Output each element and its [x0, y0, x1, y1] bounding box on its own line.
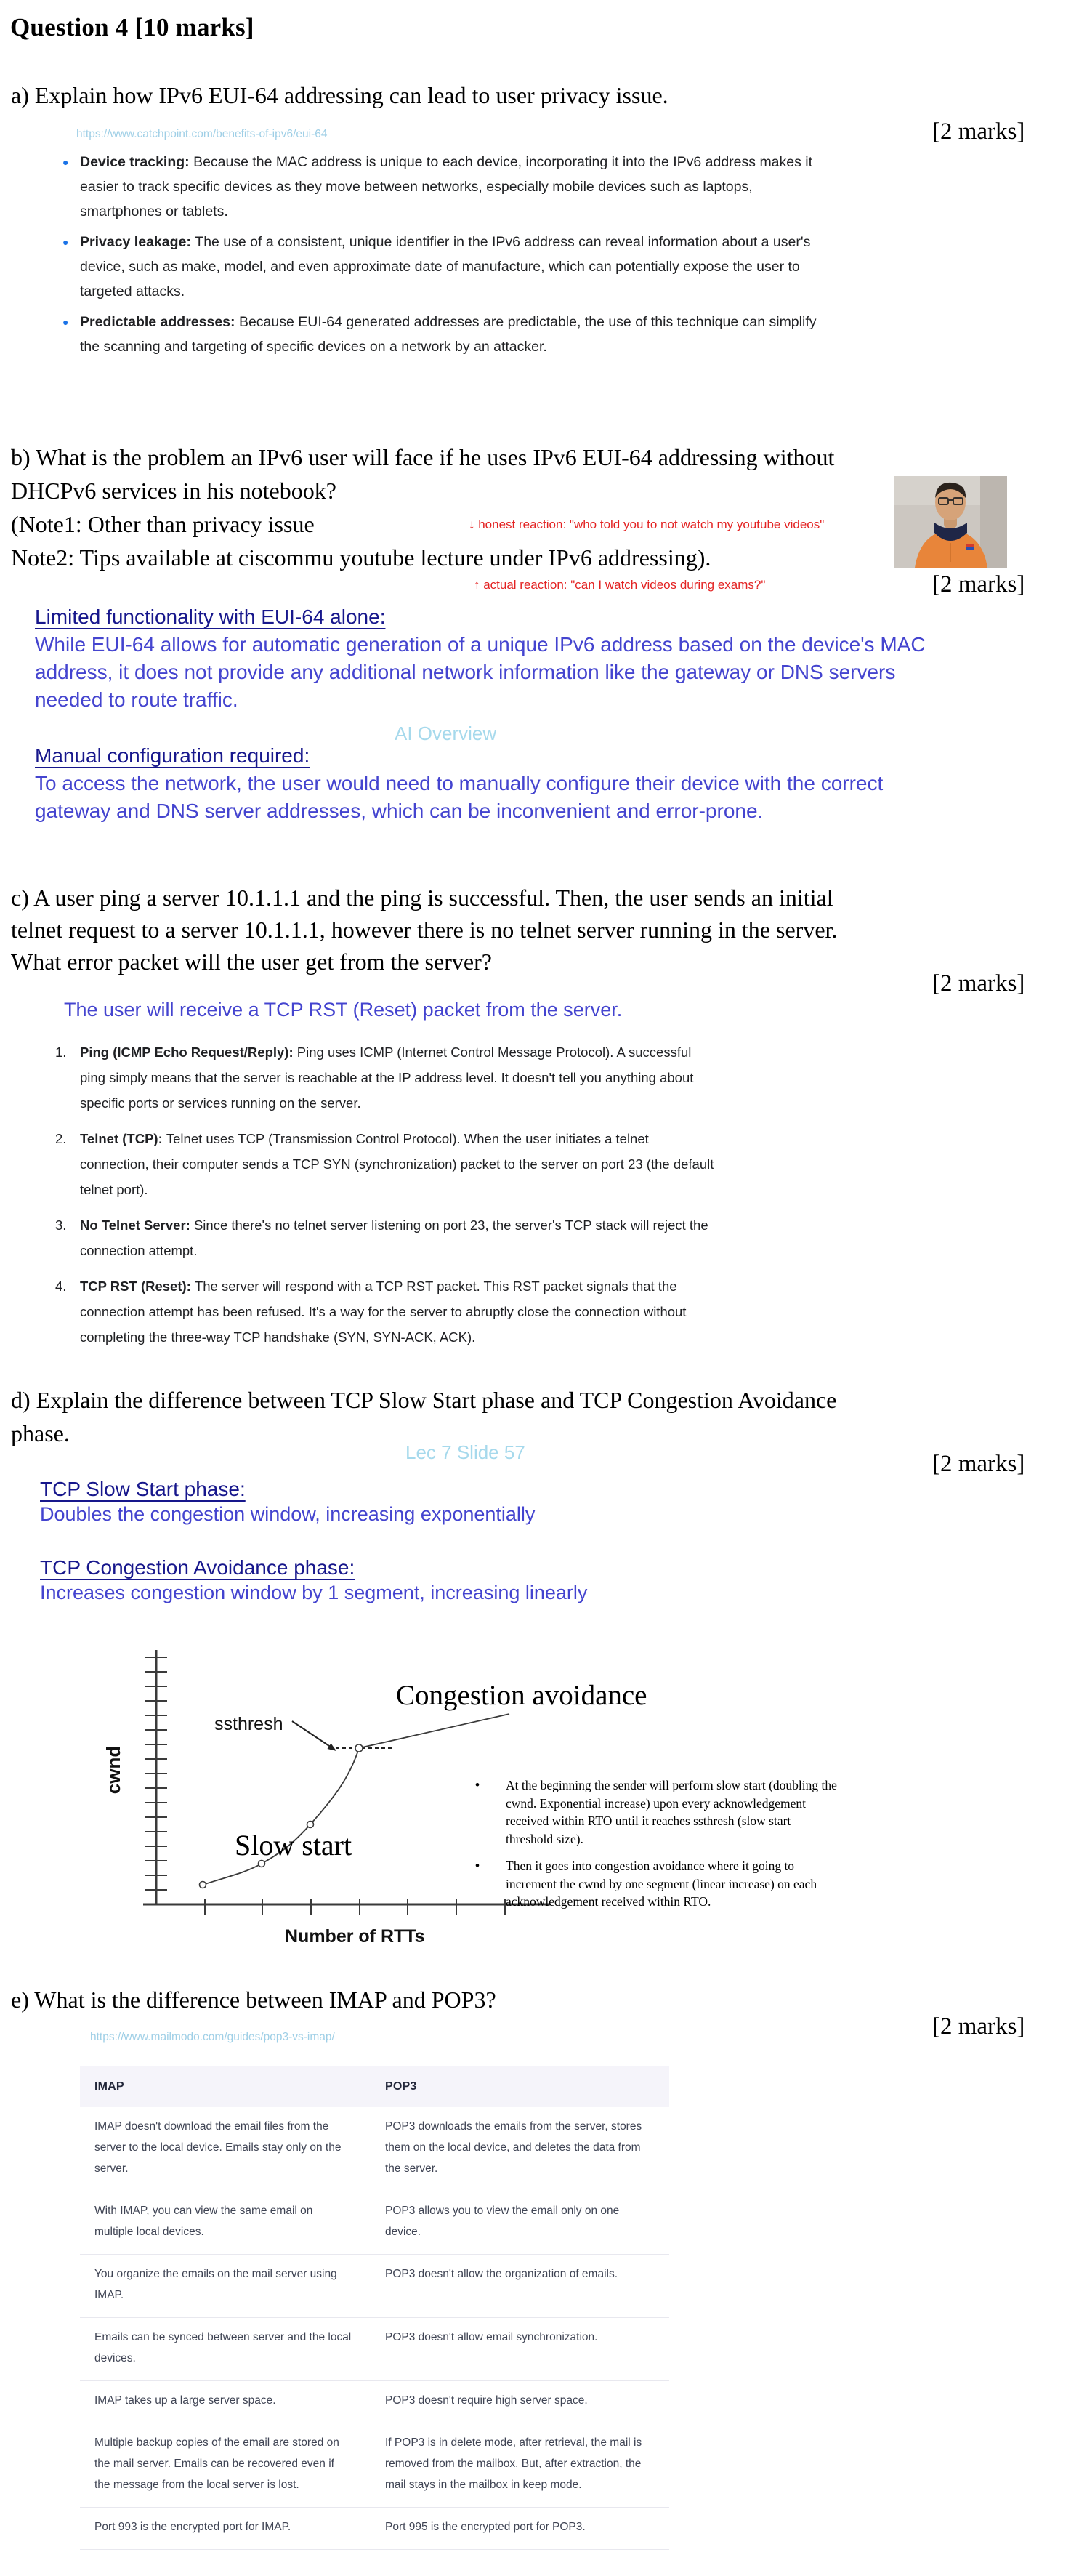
catchpoint-link[interactable]: https://www.catchpoint.com/benefits-of-ipv6/eui-64 — [76, 128, 328, 140]
pop3-cell: POP3 doesn't allow the organization of emails. — [385, 2255, 669, 2318]
question-line: telnet request to a server 10.1.1.1, however there is no telnet server running in the server. — [11, 917, 838, 943]
pop3-cell: POP3 doesn't allow email synchronization. — [385, 2318, 669, 2381]
table-row — [80, 2191, 669, 2255]
part-b-answer-para-2: To access the network, the user would need to manually configure their device with the correct gateway and DNS server addresses, which can be inconvenient and error-prone. — [35, 772, 884, 822]
imap-cell: Emails can be synced between server and the local devices. — [80, 2318, 385, 2381]
part-c-answer: The user will receive a TCP RST (Reset) packet from the server. — [64, 999, 623, 1021]
imap-cell: Port 993 is the encrypted port for IMAP. — [80, 2508, 385, 2550]
question-line: c) A user ping a server 10.1.1.1 and the ping is successful. Then, the user sends an initial — [11, 885, 833, 911]
step-number: 2. — [55, 1131, 67, 1146]
question-line: d) Explain the difference between TCP Slow Start phase and TCP Congestion Avoidance — [11, 1387, 837, 1413]
imap-cell: IMAP takes up a large server space. — [80, 2381, 385, 2423]
step-number: 1. — [55, 1045, 67, 1060]
slow-start-label: Slow start — [235, 1829, 352, 1861]
part-b-answer-heading-1: Limited functionality with EUI-64 alone: — [35, 605, 386, 628]
y-axis-label: cwnd — [102, 1745, 124, 1795]
pop3-cell: POP3 allows you to view the email only on one device. — [385, 2191, 669, 2255]
answer-step-item — [55, 1212, 719, 1263]
part-a-bullets — [62, 150, 818, 365]
question-line: phase. — [11, 1420, 70, 1446]
question-line: (Note1: Other than privacy issue — [11, 511, 315, 537]
part-d-question — [11, 1383, 1086, 1450]
bullet-text: Predictable addresses: Because EUI-64 generated addresses are predictable, the use of this technique can simplify the scanning and targeting of specific devices on a network by an attacker. — [80, 314, 817, 355]
step-text: TCP RST (Reset): The server will respond with a TCP RST packet. This RST packet signals that the connection attempt has been refused. It's a way for the server to abruptly close the connection without completing the three-way TCP handshake (SYN, SYN-ACK, ACK). — [80, 1279, 687, 1345]
congestion-avoidance-label: Congestion avoidance — [396, 1680, 647, 1711]
ai-overview-watermark: AI Overview — [395, 723, 497, 744]
question-line: DHCPv6 services in his notebook? — [11, 478, 336, 504]
chart-note-item — [471, 1776, 838, 1848]
question-line: Note2: Tips available at ciscommu youtube lecture under IPv6 addressing). — [11, 544, 711, 571]
step-text: Telnet (TCP): Telnet uses TCP (Transmission Control Protocol). When the user initiates a telnet connection, their computer sends a TCP SYN (synchronization) packet to the server on port 23 (the default telnet port). — [80, 1131, 714, 1197]
part-e-question: e) What is the difference between IMAP and POP3? — [11, 1987, 496, 2013]
lecture-hint: Lec 7 Slide 57 — [405, 1441, 525, 1463]
part-b-answer-heading-2: Manual configuration required: — [35, 744, 310, 767]
chart-note-item — [471, 1857, 838, 1911]
part-d-marks: [2 marks] — [932, 1451, 1025, 1477]
step-number: 4. — [55, 1279, 67, 1294]
part-c-marks: [2 marks] — [932, 970, 1025, 997]
table-header-row — [80, 2066, 669, 2107]
x-axis-label: Number of RTTs — [285, 1926, 425, 1947]
mailmodo-link[interactable]: https://www.mailmodo.com/guides/pop3-vs-imap/ — [90, 2031, 335, 2043]
question-line: b) What is the problem an IPv6 user will face if he uses IPv6 EUI-64 addressing without — [11, 444, 835, 470]
pop3-cell: POP3 downloads the emails from the server, stores them on the local device, and deletes the data from the server. — [385, 2107, 669, 2191]
part-c-steps — [55, 1039, 719, 1360]
pop3-cell: Port 995 is the encrypted port for POP3. — [385, 2508, 669, 2550]
part-b-marks: [2 marks] — [932, 571, 1025, 597]
part-d-answer-heading-2: TCP Congestion Avoidance phase: — [40, 1556, 355, 1579]
bullet-icon: • — [475, 1859, 480, 1872]
imap-pop3-comparison-table — [80, 2066, 669, 2550]
lecturer-photo — [894, 476, 1007, 568]
step-text: No Telnet Server: Since there's no telnet server listening on port 23, the server's TCP stack will reject the connection attempt. — [80, 1217, 708, 1258]
pop3-cell: If POP3 is in delete mode, after retrieval, the mail is removed from the mailbox. But, after extraction, the mail stays in the mailbox in keep mode. — [385, 2423, 669, 2508]
answer-step-item — [55, 1126, 719, 1202]
imap-cell: With IMAP, you can view the same email on multiple local devices. — [80, 2191, 385, 2255]
table-row — [80, 2423, 669, 2508]
part-a-marks: [2 marks] — [932, 118, 1025, 145]
answer-bullet-item — [62, 150, 818, 224]
ssthresh-label: ssthresh — [214, 1714, 283, 1734]
bullet-icon: ● — [62, 156, 69, 168]
chart-note-text: Then it goes into congestion avoidance where it going to increment the cwnd by one segment (linear increase) on each acknowledgement received within RTO. — [506, 1859, 817, 1909]
answer-step-item — [55, 1273, 719, 1350]
table-row — [80, 2381, 669, 2423]
step-text: Ping (ICMP Echo Request/Reply): Ping uses ICMP (Internet Control Message Protocol). A successful ping simply means that the server is reachable at the IP address level. It doesn't tell you anything about specific ports or services running on the server. — [80, 1045, 694, 1111]
red-annotation-top: ↓ honest reaction: "who told you to not watch my youtube videos" — [469, 518, 825, 531]
imap-cell: You organize the emails on the mail server using IMAP. — [80, 2255, 385, 2318]
part-d-answer-heading-1: TCP Slow Start phase: — [40, 1478, 246, 1500]
bullet-icon: • — [475, 1778, 480, 1792]
chart-notes — [471, 1776, 838, 1920]
question-line: What error packet will the user get from the server? — [11, 949, 492, 975]
answer-bullet-item — [62, 230, 818, 304]
bullet-icon: ● — [62, 316, 69, 328]
table-header-imap: IMAP — [80, 2066, 385, 2107]
part-d-answer-text-2: Increases congestion window by 1 segment, increasing linearly — [40, 1582, 588, 1603]
bullet-icon: ● — [62, 236, 69, 248]
part-c-question — [11, 882, 1086, 978]
bullet-text: Privacy leakage: The use of a consistent, unique identifier in the IPv6 address can reveal information about a user's device, such as make, model, and even approximate date of manufacture, which can potentially expose the user to targeted attacks. — [80, 234, 811, 299]
part-b-answer-para-1: While EUI-64 allows for automatic generation of a unique IPv6 address based on the device's MAC address, it does not provide any additional network information like the gateway or DNS servers needed to route traffic. — [35, 633, 926, 711]
slow-start-curve — [203, 1748, 359, 1885]
imap-cell: IMAP doesn't download the email files from the server to the local device. Emails stay only on the server. — [80, 2107, 385, 2191]
table-row — [80, 2318, 669, 2381]
answer-step-item — [55, 1039, 719, 1116]
table-row — [80, 2107, 669, 2191]
congestion-avoidance-line — [359, 1714, 509, 1748]
part-d-answer-text-1: Doubles the congestion window, increasing exponentially — [40, 1503, 536, 1525]
ssthresh-arrow — [292, 1721, 331, 1747]
part-a-question: a) Explain how IPv6 EUI-64 addressing can lead to user privacy issue. — [11, 82, 668, 108]
data-point-markers — [200, 1744, 363, 1888]
table-row — [80, 2508, 669, 2550]
table-header-pop3: POP3 — [385, 2066, 669, 2107]
chart-note-text: At the beginning the sender will perform slow start (doubling the cwnd. Exponential increase) upon every acknowledgement received within RTO until it reaches ssthresh (slow start threshold size). — [506, 1778, 837, 1846]
red-annotation-bottom: ↑ actual reaction: "can I watch videos during exams?" — [474, 578, 766, 592]
question-title: Question 4 [10 marks] — [10, 13, 254, 41]
step-number: 3. — [55, 1217, 67, 1233]
bullet-text: Device tracking: Because the MAC address is unique to each device, incorporating it into the IPv6 address makes it easier to track specific devices as they move between networks, especially mobile devices such as laptops, smartphones or tablets. — [80, 154, 813, 220]
table-row — [80, 2255, 669, 2318]
part-e-marks: [2 marks] — [932, 2013, 1025, 2040]
imap-cell: Multiple backup copies of the email are stored on the mail server. Emails can be recovered even if the message from the local server is lost. — [80, 2423, 385, 2508]
pop3-cell: POP3 doesn't require high server space. — [385, 2381, 669, 2423]
answer-bullet-item — [62, 310, 818, 359]
